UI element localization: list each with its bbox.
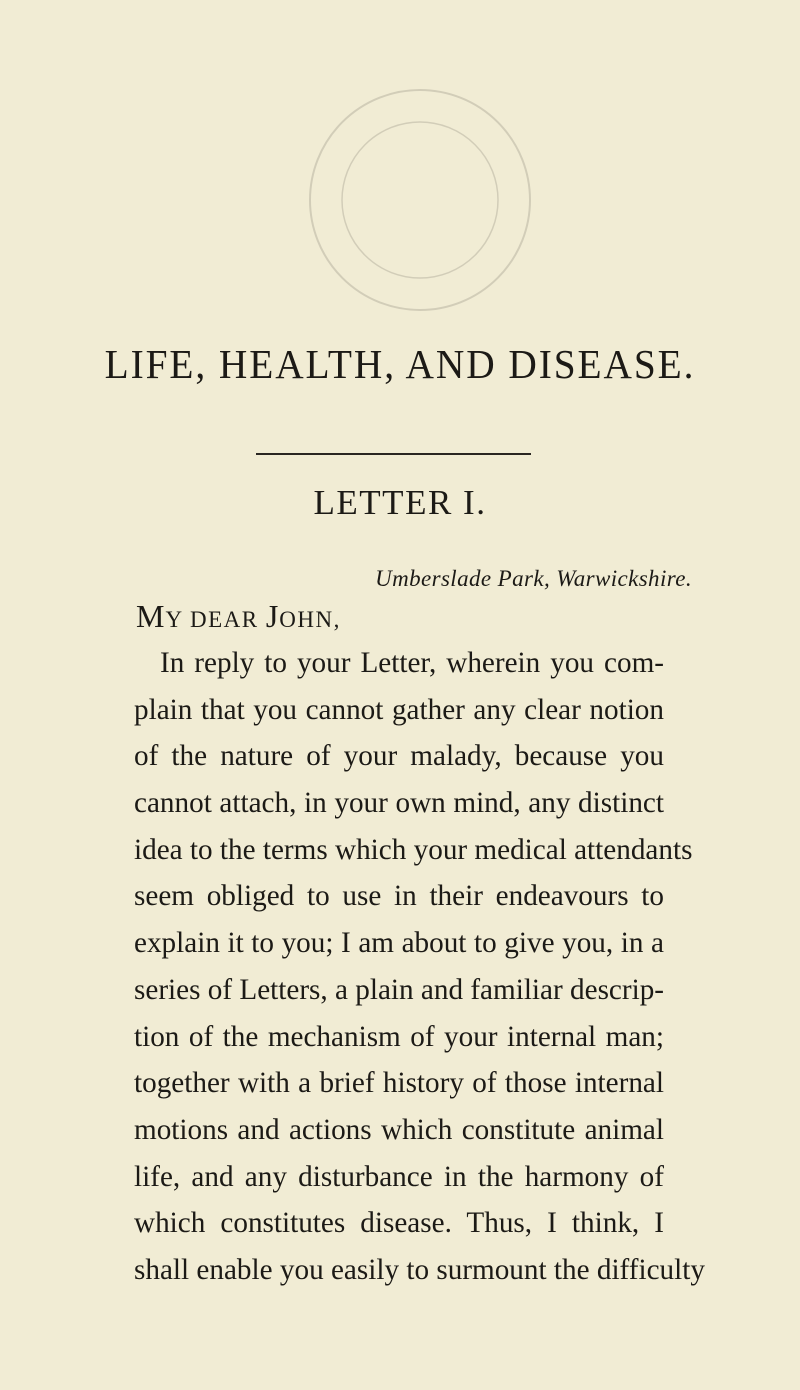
title-divider [256, 453, 531, 455]
body-line: of the nature of your malady, because you [134, 740, 664, 773]
salutation-smallcaps-2: OHN, [279, 607, 341, 632]
body-line: which constitutes disease. Thus, I think, I [134, 1207, 664, 1240]
body-line: In reply to your Letter, wherein you com- [160, 647, 664, 679]
body-line: plain that you cannot gather any clear notion [134, 693, 664, 726]
body-line: explain it to you; I am about to give you, in a [134, 927, 664, 960]
body-line: tion of the mechanism of your internal man; [134, 1020, 664, 1053]
body-line: cannot attach, in your own mind, any distinct [134, 787, 664, 820]
letter-place: Umberslade Park, Warwickshire. [375, 566, 692, 591]
salutation-initial-1: M [136, 598, 166, 634]
book-title: LIFE, HEALTH, AND DISEASE. [104, 341, 696, 387]
letter-body [134, 640, 705, 1294]
salutation-smallcaps-1: Y DEAR [165, 607, 266, 632]
body-line: motions and actions which constitute animal [134, 1113, 664, 1146]
body-line: seem obliged to use in their endeavours to [134, 880, 664, 913]
body-line: idea to the terms which your medical attendants [134, 833, 693, 866]
library-stamp [300, 80, 540, 320]
body-line: series of Letters, a plain and familiar descrip- [134, 973, 665, 1006]
body-line: life, and any disturbance in the harmony of [134, 1160, 664, 1193]
body-line: together with a brief history of those internal [134, 1067, 664, 1100]
letter-heading: LETTER I. [313, 483, 487, 522]
salutation [136, 598, 341, 635]
salutation-initial-2: J [265, 598, 280, 634]
library-stamp-seal [300, 80, 540, 320]
body-line: shall enable you easily to surmount the difficulty [134, 1253, 705, 1286]
